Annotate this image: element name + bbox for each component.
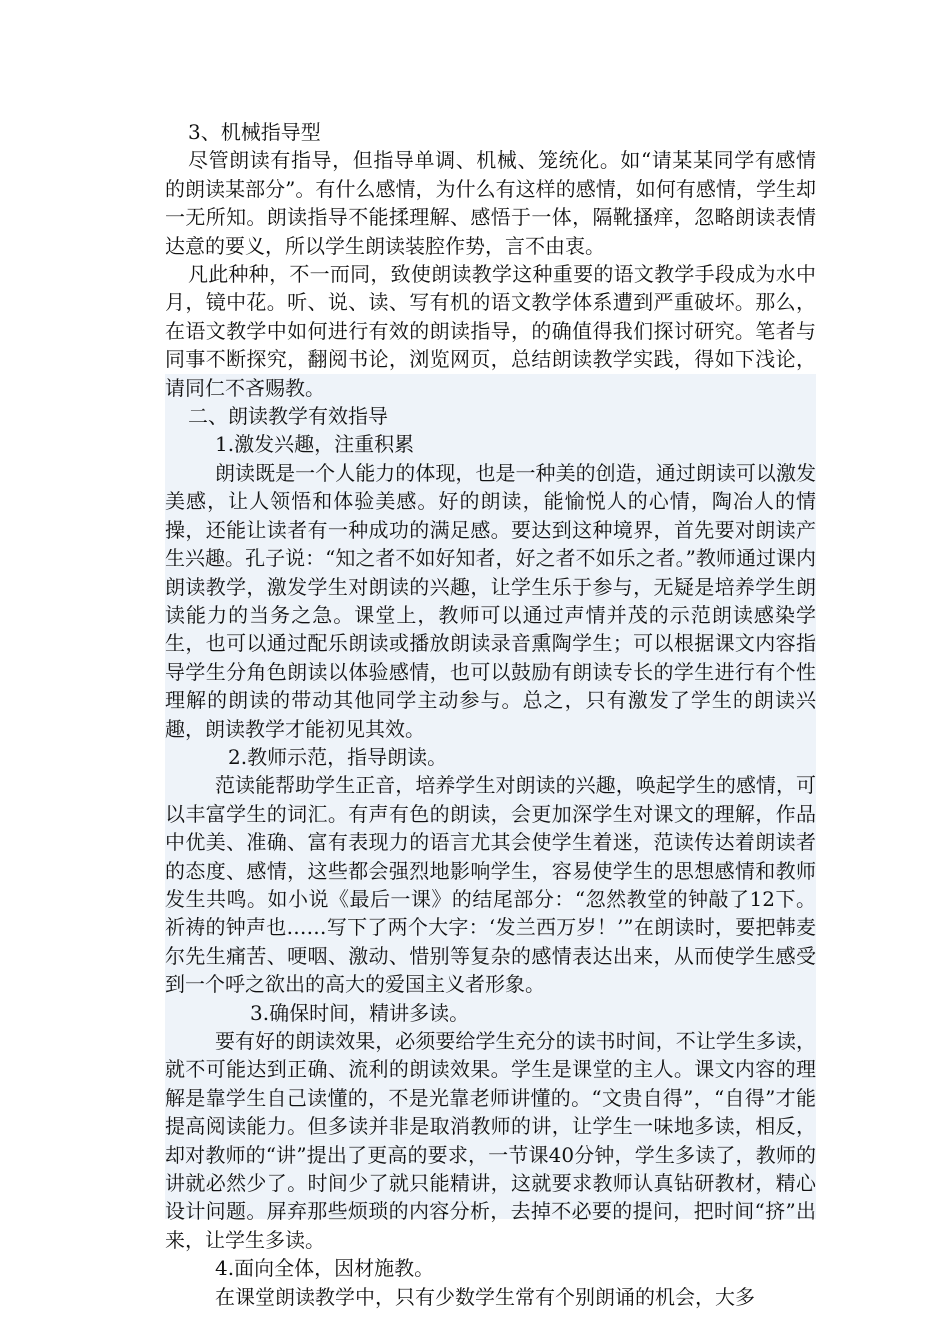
subsection-heading: 1.激发兴趣，注重积累	[215, 432, 415, 457]
subsection-heading: 4.面向全体，因材施教。	[215, 1256, 435, 1281]
paragraph: 要有好的朗读效果，必须要给学生充分的读书时间，不让学生多读，就不可能达到正确、流利的朗读效果。学生是课堂的主人。课文内容的理解是靠学生自己读懂的，不是光靠老师讲懂的。“文贵自得”，“自得”才能提高阅读能力。但多读并非是取消教师的讲，让学生一味地多读，相反，却对教师的“讲”提出了更高的要求，一节课40分钟，学生多读了，教师的讲就必然少了。时间少了就只能精讲，这就要求教师认真钻研教材，精心设计问题。屏弃那些烦琐的内容分析，去掉不必要的提问，把时间“挤”出来，让学生多读。	[165, 1029, 816, 1252]
paragraph: 在课堂朗读教学中，只有少数学生常有个别朗诵的机会，大多	[215, 1284, 755, 1309]
paragraph: 尽管朗读有指导，但指导单调、机械、笼统化。如“请某某同学有感情的朗读某部分”。有什么感情，为什么有这样的感情，如何有感情，学生却一无所知。朗读指导不能揉理解、感悟于一体，隔靴搔痒，忽略朗读表情达意的要义，所以学生朗读装腔作势，言不由衷。	[165, 148, 816, 258]
section-heading: 3、机械指导型	[188, 120, 321, 144]
part-title: 二、朗读教学有效指导	[188, 404, 388, 429]
paragraph: 朗读既是一个人能力的体现，也是一种美的创造，通过朗读可以激发美感，让人领悟和体验美感。好的朗读，能愉悦人的心情，陶冶人的情操，还能让读者有一种成功的满足感。要达到这种境界，首先要对朗读产生兴趣。孔子说：“知之者不如好知者，好之者不如乐之者。”教师通过课内朗读教学，激发学生对朗读的兴趣，让学生乐于参与，无疑是培养学生朗读能力的当务之急。课堂上，教师可以通过声情并茂的示范朗读感染学生，也可以通过配乐朗读或播放朗读录音熏陶学生；可以根据课文内容指导学生分角色朗读以体验感情，也可以鼓励有朗读专长的学生进行有个性理解的朗读的带动其他同学主动参与。总之，只有激发了学生的朗读兴趣，朗读教学才能初见其效。	[165, 460, 816, 741]
subsection-heading: 2.教师示范，指导朗读。	[228, 744, 448, 769]
subsection-heading: 3.确保时间，精讲多读。	[250, 1000, 470, 1025]
paragraph: 凡此种种，不一而同，致使朗读教学这种重要的语文教学手段成为水中月，镜中花。听、说、读、写有机的语文教学体系遭到严重破坏。那么，在语文教学中如何进行有效的朗读指导，的确值得我们探讨研究。笔者与同事不断探究，翻阅书论，浏览网页，总结朗读教学实践，得如下浅论，请同仁不吝赐教。	[165, 262, 816, 400]
document-body	[165, 118, 816, 1311]
paragraph: 范读能帮助学生正音，培养学生对朗读的兴趣，唤起学生的感情，可以丰富学生的词汇。有声有色的朗读，会更加深学生对课文的理解，作品中优美、准确、富有表现力的语言尤其会使学生着迷，范读传达着朗读者的态度、感情，这些都会强烈地影响学生，容易使学生的思想感情和教师发生共鸣。如小说《最后一课》的结尾部分：“忽然教堂的钟敲了12下。祈祷的钟声也……写下了两个大字：‘发兰西万岁！’”在朗读时，要把韩麦尔先生痛苦、哽咽、激动、惜别等复杂的感情表达出来，从而使学生感受到一个呼之欲出的高大的爱国主义者形象。	[165, 773, 816, 997]
